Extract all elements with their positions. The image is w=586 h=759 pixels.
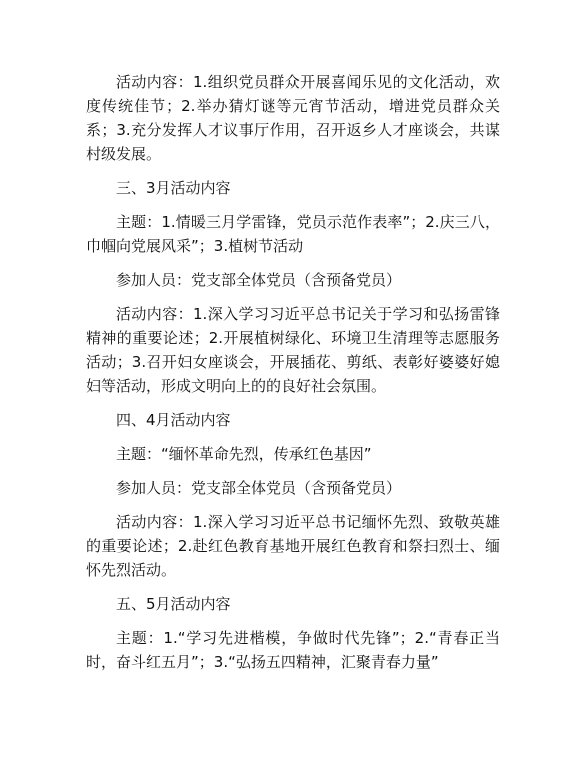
paragraph-theme-may: 主题：1.“学习先进楷模，争做时代先锋”；2.“青春正当时，奋斗红五月”；3.“弘扬五四精神，汇聚青春力量” bbox=[86, 629, 500, 671]
paragraph-theme-march: 主题：1.情暖三月学雷锋，党员示范作表率”；2.庆三八，巾帼向党展风采”；3.植树节活动 bbox=[86, 213, 500, 255]
paragraph-activity-content-march: 活动内容：1.深入学习习近平总书记关于学习和弘扬雷锋精神的重要论述；2.开展植树绿化、环境卫生清理等志愿服务活动；3.召开妇女座谈会，开展插花、剪纸、表彰好婆婆好媳妇等活动，形成文明向上的的良好社会氛围。 bbox=[86, 305, 500, 395]
paragraph-theme-april: 主题：“缅怀革命先烈，传承红色基因” bbox=[116, 445, 372, 463]
section-heading-april: 四、4月活动内容 bbox=[116, 411, 231, 429]
section-heading-march: 三、3月活动内容 bbox=[116, 179, 231, 197]
paragraph-participants-april: 参加人员：党支部全体党员（含预备党员） bbox=[116, 479, 402, 497]
paragraph-activity-content-february: 活动内容：1.组织党员群众开展喜闻乐见的文化活动，欢度传统佳节；2.举办猜灯谜等元宵节活动，增进党员群众关系；3.充分发挥人才议事厅作用，召开返乡人才座谈会，共谋村级发展。 bbox=[86, 73, 500, 163]
section-heading-may: 五、5月活动内容 bbox=[116, 595, 231, 613]
document-page bbox=[86, 70, 500, 674]
paragraph-participants-march: 参加人员：党支部全体党员（含预备党员） bbox=[116, 271, 402, 289]
paragraph-activity-content-april: 活动内容：1.深入学习习近平总书记缅怀先烈、致敬英雄的重要论述；2.赴红色教育基地开展红色教育和祭扫烈士、缅怀先烈活动。 bbox=[86, 513, 500, 579]
